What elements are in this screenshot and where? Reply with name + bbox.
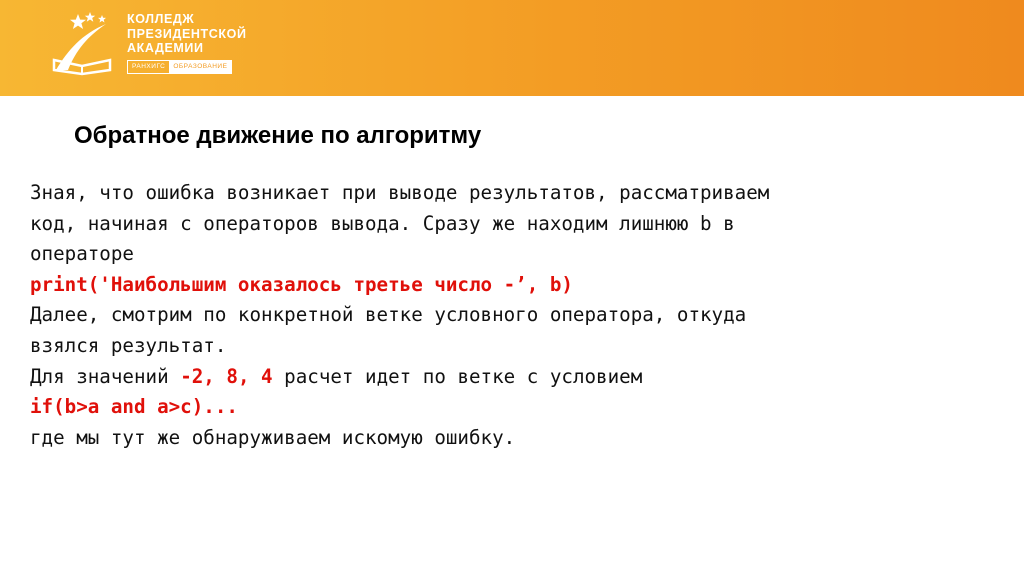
logo-line-2: ПРЕЗИДЕНТСКОЙ	[127, 26, 247, 41]
logo-line-3: АКАДЕМИИ	[127, 41, 204, 55]
body-text-segment: взялся результат.	[30, 333, 227, 357]
logo-tag-education: ОБРАЗОВАНИЕ	[169, 61, 231, 73]
body-line	[30, 300, 990, 331]
logo-line-1: КОЛЛЕДЖ	[127, 12, 195, 26]
body-line	[30, 209, 990, 240]
book-stars-logo-icon	[48, 10, 120, 76]
body-line	[30, 178, 990, 209]
body-text-segment: Далее, смотрим по конкретной ветке условного оператора, откуда	[30, 303, 747, 327]
body-text-segment: Для значений	[30, 364, 181, 388]
body-line	[30, 239, 990, 270]
slide-header	[0, 0, 1024, 96]
slide-title: Обратное движение по алгоритму	[74, 122, 482, 149]
college-logo	[48, 10, 263, 76]
body-text-segment: операторе	[30, 242, 134, 266]
highlighted-code-text: if(b>a and a>c)...	[30, 395, 238, 419]
body-text-segment: где мы тут же обнаруживаем искомую ошибку.	[30, 425, 516, 449]
logo-tag-ranepa: РАНХИГС	[132, 63, 166, 70]
logo-tags	[127, 60, 232, 74]
body-line	[30, 362, 990, 393]
body-line	[30, 270, 990, 301]
body-text-segment: код, начиная с операторов вывода. Сразу же находим лишнюю b в	[30, 211, 735, 235]
body-line	[30, 331, 990, 362]
body-line	[30, 423, 990, 454]
logo-name	[127, 12, 247, 56]
body-text-segment: расчет идет по ветке с условием	[272, 364, 643, 388]
body-text-segment: Зная, что ошибка возникает при выводе результатов, рассматриваем	[30, 181, 770, 204]
highlighted-code-text: print('Наибольшим оказалось третье число -’, b)	[30, 272, 573, 296]
slide-body	[30, 178, 990, 453]
highlighted-code-text: -2, 8, 4	[180, 364, 273, 388]
body-line	[30, 392, 990, 423]
